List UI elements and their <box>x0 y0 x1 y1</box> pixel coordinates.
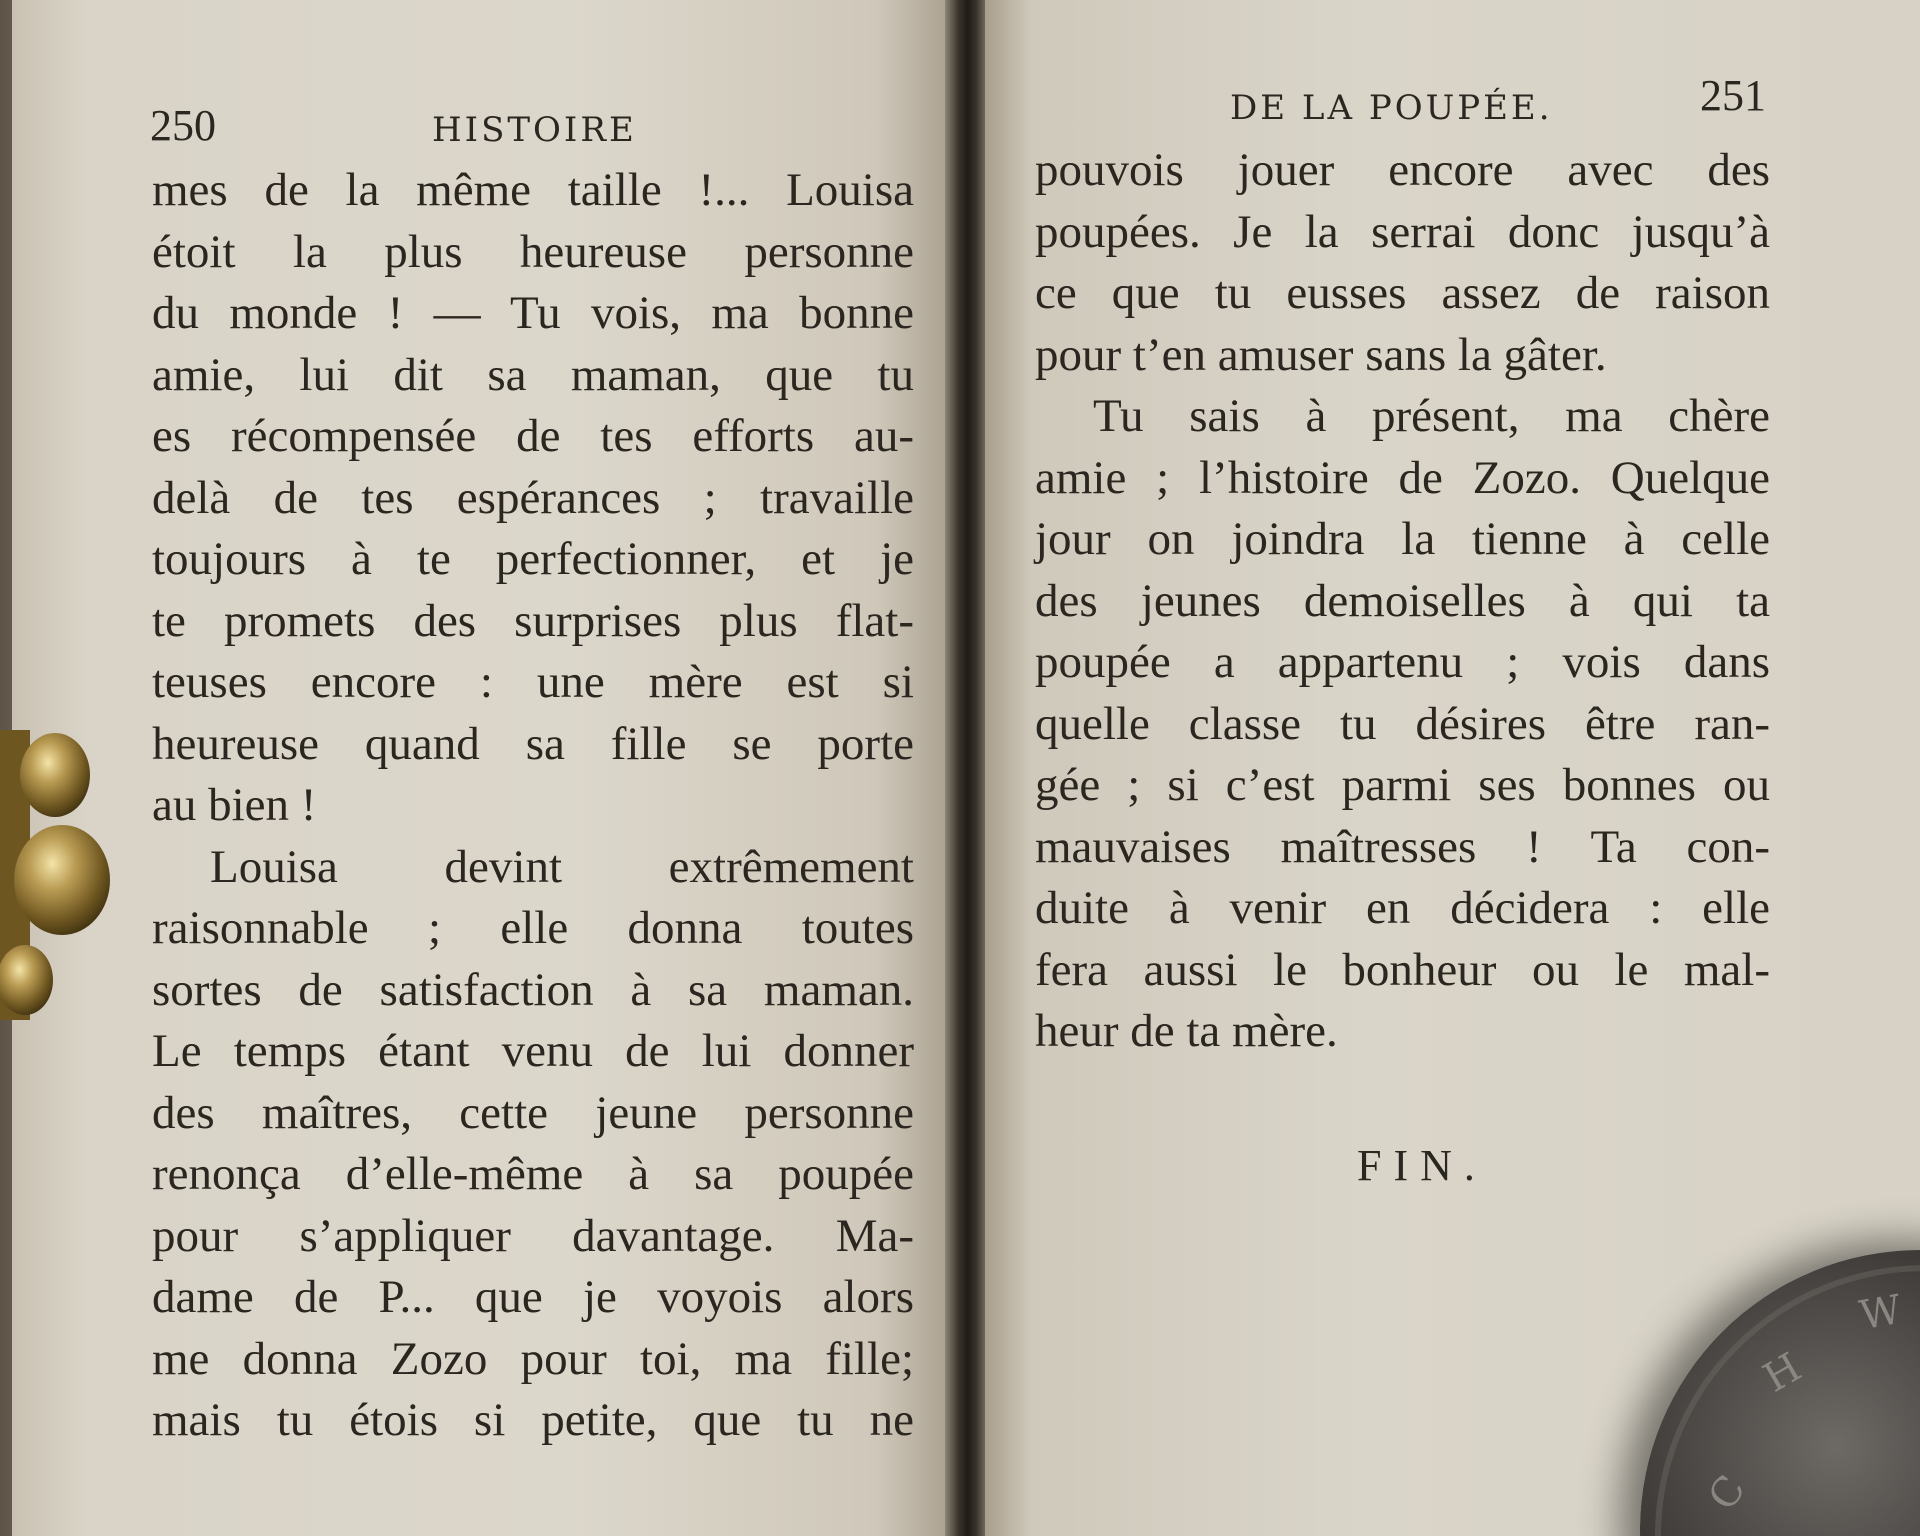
text-line: quelle classe tu désires être ran- <box>1035 697 1770 750</box>
text-line: mes de la même taille !... Louisa <box>152 164 914 216</box>
brass-clasp <box>0 720 115 1030</box>
coin-letter: C <box>1699 1467 1755 1519</box>
text-line: du monde ! — Tu vois, ma bonne <box>152 287 914 339</box>
text-line: des jeunes demoiselles à qui ta <box>1035 574 1770 627</box>
text-line: pouvois jouer encore avec des <box>1035 144 1770 196</box>
text-line: renonça d’elle-même à sa poupée <box>152 1148 914 1200</box>
text-line: mais tu étois si petite, que tu ne <box>152 1394 914 1446</box>
coin-letter: H <box>1755 1344 1810 1402</box>
text-line: amie ; l’histoire de Zozo. Quelque <box>1035 451 1770 504</box>
text-line: es récompensée de tes efforts au- <box>152 410 914 462</box>
text-line: au bien ! <box>152 779 317 831</box>
left-page-text <box>152 160 914 1452</box>
right-running-head: DE LA POUPÉE. <box>1230 88 1553 128</box>
text-line: sortes de satisfaction à sa maman. <box>152 963 914 1016</box>
text-line: heur de ta mère. <box>1035 1005 1338 1057</box>
text-line: Tu sais à présent, ma chère <box>1093 390 1770 442</box>
text-line: gée ; si c’est parmi ses bonnes ou <box>1035 759 1770 811</box>
text-line: te promets des surprises plus flat- <box>152 594 914 647</box>
left-page <box>12 0 952 1536</box>
right-page-text <box>1035 140 1770 1063</box>
text-line: pour s’appliquer davantage. Ma- <box>152 1209 914 1262</box>
text-line: toujours à te perfectionner, et je <box>152 533 914 585</box>
text-line: teuses encore : une mère est si <box>152 656 914 708</box>
text-line: Le temps étant venu de lui donner <box>152 1025 914 1077</box>
text-line: étoit la plus heureuse personne <box>152 225 914 278</box>
text-line: raisonnable ; elle donna toutes <box>152 902 914 954</box>
text-line: heureuse quand sa fille se porte <box>152 717 914 770</box>
text-line: ce que tu eusses assez de raison <box>1035 267 1770 319</box>
book-gutter <box>945 0 990 1536</box>
coin-letter: W <box>1856 1286 1905 1340</box>
text-line: poupées. Je la serrai donc jusqu’à <box>1035 205 1770 258</box>
text-line: dame de P... que je voyois alors <box>152 1271 914 1323</box>
text-line: fera aussi le bonheur ou le mal- <box>1035 943 1770 996</box>
right-page-number: 251 <box>1700 71 1766 120</box>
text-line: des maîtres, cette jeune personne <box>152 1086 914 1139</box>
text-line: jour on joindra la tienne à celle <box>1035 513 1770 565</box>
left-page-number: 250 <box>150 101 216 150</box>
text-line: mauvaises maîtresses ! Ta con- <box>1035 820 1770 873</box>
end-mark: FIN. <box>1357 1141 1487 1190</box>
text-line: amie, lui dit sa maman, que tu <box>152 348 914 401</box>
text-line: delà de tes espérances ; travaille <box>152 471 914 524</box>
text-line: poupée a appartenu ; vois dans <box>1035 636 1770 688</box>
text-line: Louisa devint extrêmement <box>210 840 914 893</box>
text-line: me donna Zozo pour toi, ma fille; <box>152 1332 914 1385</box>
text-line: pour t’en amuser sans la gâter. <box>1035 328 1607 381</box>
text-line: duite à venir en décidera : elle <box>1035 882 1770 934</box>
left-running-head: HISTOIRE <box>432 110 637 150</box>
